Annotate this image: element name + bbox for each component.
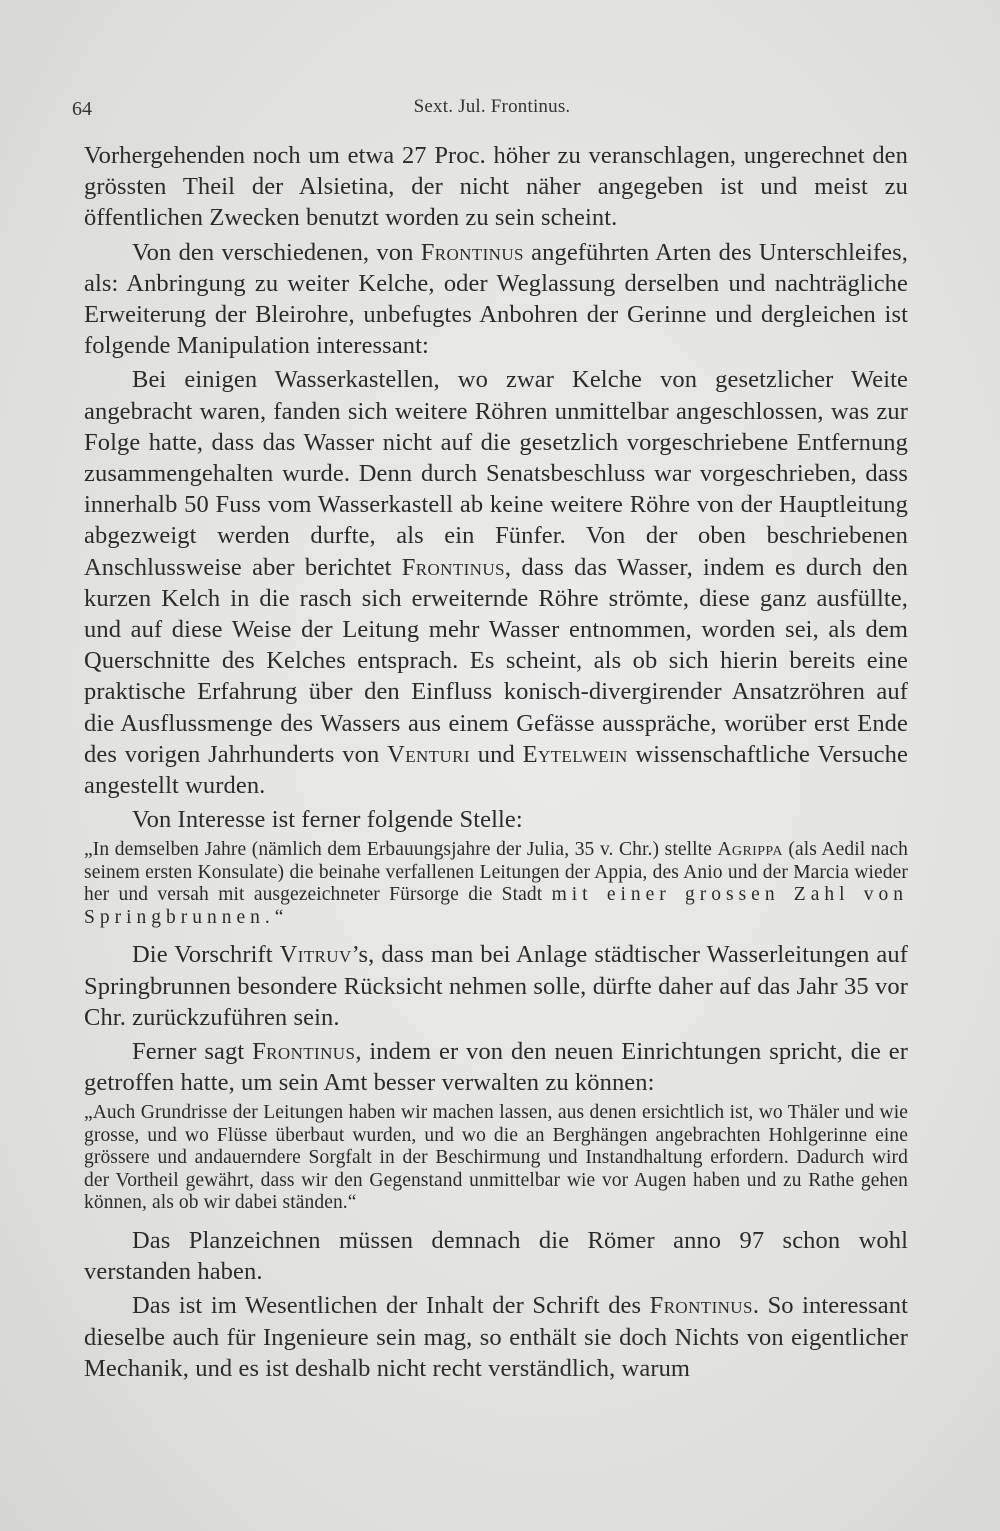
author-name: Agrippa	[717, 839, 783, 861]
paragraph-1: Vorhergehenden noch um etwa 27 Proc. höher zu veranschlagen, ungerechnet den grössten Theil der Alsietina, der nicht näher angegeben ist und meist zu öffentlichen Zwecken benutzt worden zu sein scheint.	[84, 142, 908, 232]
author-name: Venturi	[387, 740, 470, 768]
paragraph-4: Von Interesse ist ferner folgende Stelle:	[132, 806, 523, 834]
paragraph-2: Von den verschiedenen, von Frontinus angeführten Arten des Unterschleifes, als: Anbringung zu weiter Kelche, oder Weglassung derselben und nachträgliche Erweiterung der Bleirohre, unbefugtes Anbohren der Gerinne und dergleichen ist folgende Manipulation interessant:	[84, 238, 908, 360]
author-name: Frontinus	[252, 1038, 356, 1066]
author-name: Frontinus	[401, 553, 505, 581]
paragraph-8: Das ist im Wesentlichen der Inhalt der Schrift des Frontinus. So interessant dieselbe auch für Ingenieure sein mag, so enthält sie doch Nichts von eigentlicher Mechanik, und es ist deshalb nicht recht verständlich, warum	[84, 1292, 909, 1382]
body-text	[84, 140, 908, 1387]
paragraph-3: Bei einigen Wasserkastellen, wo zwar Kelche von gesetzlicher Weite angebracht waren, fanden sich weitere Röhren unmittelbar angeschlossen, was zur Folge hatte, dass das Wasser nicht auf die gesetzlich vorgeschriebene Entfernung zusammengehalten wurde. Denn durch Senatsbeschluss war vorgeschrieben, dass innerhalb 50 Fuss vom Wasserkastell ab keine weitere Röhre von der Hauptleitung abgezweigt werden durfte, als ein Fünfer. Von der oben beschriebenen Anschlussweise aber berichtet Frontinus, dass das Wasser, indem es durch den kurzen Kelch in die rasch sich erweiternde Röhre strömte, diese ganz ausfüllte, und auf diese Weise der Leitung mehr Wasser entnommen, worden sei, als dem Querschnitte des Kelches entsprach. Es scheint, als ob sich hierin bereits eine praktische Erfahrung über den Einfluss konisch-divergirender Ansatzröhren auf die Ausflussmenge des Wassers aus einem Gefässe ausspräche, worüber erst Ende des vorigen Jahrhunderts von Venturi und Eytelwein wissenschaftliche Versuche angestellt wurden.	[84, 366, 908, 800]
author-name: Vitruv	[279, 941, 352, 969]
spaced-emphasis: mit einer grossen Zahl von Springbrunnen.	[84, 884, 908, 928]
running-title: Sext. Jul. Frontinus.	[413, 96, 571, 117]
author-name: Frontinus	[649, 1292, 753, 1320]
paragraph-7: Das Planzeichnen müssen demnach die Römer anno 97 schon wohl verstanden haben.	[84, 1226, 908, 1286]
paragraph-6: Ferner sagt Frontinus, indem er von den neuen Einrichtungen spricht, die er getroffen hatte, um sein Amt besser verwalten zu können:	[84, 1038, 909, 1097]
page-number: 64	[72, 98, 92, 120]
block-quote-2: „Auch Grundrisse der Leitungen haben wir machen lassen, aus denen ersichtlich ist, wo Thäler und wie grosse, und wo Flüsse überbaut wurden, und wo die an Berghängen angebrachten Hohlgerinne eine grössere und andauerndere Sorgfalt in der Beschirmung und Instandhaltung erfordern. Dadurch wird der Vortheil gewährt, dass wir den Gegenstand unmittelbar wie vor Augen haben und zu Rathe gehen können, als ob wir dabei ständen.“	[84, 1102, 908, 1214]
block-quote-1: „In demselben Jahre (nämlich dem Erbauungsjahre der Julia, 35 v. Chr.) stellte Agrippa (als Aedil nach seinem ersten Konsulate) die beinahe verfallenen Leitungen der Appia, des Anio und der Marcia wieder her und versah mit ausgezeichneter Fürsorge die Stadt mit einer grossen Zahl von Springbrunnen.“	[84, 839, 908, 928]
page-header	[72, 96, 912, 126]
paragraph-5: Die Vorschrift Vitruv’s, dass man bei Anlage städtischer Wasserleitungen auf Springbrunnen besondere Rücksicht nehmen solle, dürfte daher auf das Jahr 35 vor Chr. zurückzuführen sein.	[84, 941, 908, 1031]
author-name: Eytelwein	[522, 740, 628, 768]
author-name: Frontinus	[420, 238, 524, 266]
